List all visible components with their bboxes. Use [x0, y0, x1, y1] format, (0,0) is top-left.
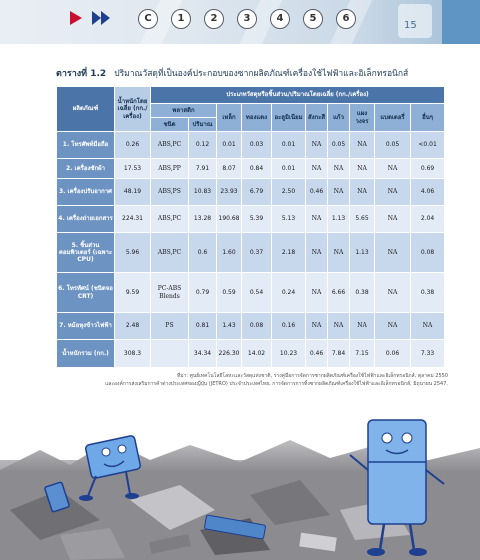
weight-value: 2.48: [115, 313, 151, 340]
table-row: [57, 179, 445, 206]
plastic-type: ABS,PC: [151, 132, 189, 159]
ewaste-illustration: [0, 400, 480, 560]
battery-value: NA: [375, 179, 411, 206]
steel-value: 1.60: [217, 233, 242, 273]
nav-chapter-5[interactable]: 5: [303, 9, 323, 29]
battery-value: NA: [375, 159, 411, 179]
fast-forward-icon-part: [101, 11, 110, 25]
other-value: NA: [411, 313, 445, 340]
product-name: 7. หม้อหุงข้าวไฟฟ้า: [57, 313, 115, 340]
header-material-group: ประเภทวัสดุหรือชิ้นส่วน/ปริมาณโดยเฉลี่ย (กก./เครื่อง): [151, 87, 445, 104]
nav-chapter-3[interactable]: 3: [237, 9, 257, 29]
header-pcb: แผงวงจร: [350, 104, 375, 132]
plastic-amount: 13.28: [189, 206, 217, 233]
aluminium-value: 5.13: [272, 206, 306, 233]
nav-chapter-c[interactable]: C: [138, 9, 158, 29]
weight-value: 9.59: [115, 273, 151, 313]
header-copper: ทองแดง: [242, 104, 272, 132]
table-row: [57, 132, 445, 159]
weight-value: 0.26: [115, 132, 151, 159]
weight-value: 224.31: [115, 206, 151, 233]
header-battery: แบตเตอรี่: [375, 104, 411, 132]
total-battery: 0.06: [375, 340, 411, 368]
glass-value: NA: [328, 233, 350, 273]
nav-chapter-2[interactable]: 2: [204, 9, 224, 29]
table-row: [57, 206, 445, 233]
play-arrow-icon[interactable]: [70, 11, 82, 25]
nav-chapter-4[interactable]: 4: [270, 9, 290, 29]
nav-chapter-1[interactable]: 1: [171, 9, 191, 29]
total-glass: 7.84: [328, 340, 350, 368]
table-row: [57, 159, 445, 179]
page-number: 15: [404, 20, 417, 31]
aluminium-value: 0.01: [272, 159, 306, 179]
source-note: [20, 373, 448, 388]
zinc-value: NA: [306, 313, 328, 340]
zinc-value: NA: [306, 132, 328, 159]
nav-chapter-6[interactable]: 6: [336, 9, 356, 29]
header-plastic-type: ชนิด: [151, 118, 189, 132]
header-plastic: พลาสติก: [151, 104, 217, 118]
pcb-value: 5.65: [350, 206, 375, 233]
zinc-value: NA: [306, 273, 328, 313]
table-row: [57, 273, 445, 313]
steel-value: 190.68: [217, 206, 242, 233]
other-value: 0.69: [411, 159, 445, 179]
product-name: 2. เครื่องซักผ้า: [57, 159, 115, 179]
glass-value: 1.13: [328, 206, 350, 233]
product-name: 5. ชิ้นส่วนคอมพิวเตอร์ (เฉพาะ CPU): [57, 233, 115, 273]
other-value: 0.38: [411, 273, 445, 313]
zinc-value: NA: [306, 206, 328, 233]
steel-value: 23.93: [217, 179, 242, 206]
total-plastic-amount: 34.34: [189, 340, 217, 368]
weight-value: 48.19: [115, 179, 151, 206]
battery-value: NA: [375, 206, 411, 233]
table-number: ตารางที่ 1.2: [56, 69, 107, 79]
header-weight: น้ำหนักโดยเฉลี่ย (กก./เครื่อง): [115, 87, 151, 132]
header-aluminium: อะลูมิเนียม: [272, 104, 306, 132]
aluminium-value: 0.16: [272, 313, 306, 340]
fast-forward-icon[interactable]: [92, 11, 101, 25]
plastic-amount: 10.83: [189, 179, 217, 206]
glass-value: NA: [328, 313, 350, 340]
table-total-row: [57, 340, 445, 368]
copper-value: 6.79: [242, 179, 272, 206]
total-pcb: 7.15: [350, 340, 375, 368]
source-line-2: และองค์การส่งเสริมการค้าต่างประเทศของญี่ปุ่น (JETRO) ประจำประเทศไทย, การจัดการการทิ้งซากผลิตภัณฑ์เครื่องใช้ไฟฟ้าและอิเล็กทรอนิกส์, มิถุนายน 2547.: [105, 380, 448, 387]
product-name: 3. เครื่องปรับอากาศ: [57, 179, 115, 206]
plastic-amount: 7.91: [189, 159, 217, 179]
battery-value: NA: [375, 233, 411, 273]
product-name: 1. โทรศัพท์มือถือ: [57, 132, 115, 159]
glass-value: 0.05: [328, 132, 350, 159]
aluminium-value: 0.24: [272, 273, 306, 313]
header-zinc: สังกะสี: [306, 104, 328, 132]
total-steel: 226.30: [217, 340, 242, 368]
copper-value: 0.54: [242, 273, 272, 313]
glass-value: 6.66: [328, 273, 350, 313]
steel-value: 0.01: [217, 132, 242, 159]
zinc-value: NA: [306, 159, 328, 179]
table-row: [57, 313, 445, 340]
copper-value: 0.84: [242, 159, 272, 179]
plastic-amount: 0.81: [189, 313, 217, 340]
glass-value: NA: [328, 179, 350, 206]
battery-value: NA: [375, 273, 411, 313]
total-weight: 308.3: [115, 340, 151, 368]
battery-value: 0.05: [375, 132, 411, 159]
total-plastic-type-empty: [151, 340, 189, 368]
copper-value: 0.37: [242, 233, 272, 273]
plastic-amount: 0.6: [189, 233, 217, 273]
header-plastic-amount: ปริมาณ: [189, 118, 217, 132]
aluminium-value: 0.01: [272, 132, 306, 159]
zinc-value: 0.46: [306, 179, 328, 206]
plastic-type: PC-ABS Blends: [151, 273, 189, 313]
plastic-type: ABS,PP: [151, 159, 189, 179]
header-product: ผลิตภัณฑ์: [57, 87, 115, 132]
other-value: <0.01: [411, 132, 445, 159]
plastic-amount: 0.12: [189, 132, 217, 159]
other-value: 4.06: [411, 179, 445, 206]
header-steel: เหล็ก: [217, 104, 242, 132]
table-title: [56, 66, 456, 80]
header-glass: แก้ว: [328, 104, 350, 132]
steel-value: 1.43: [217, 313, 242, 340]
pcb-value: NA: [350, 179, 375, 206]
pcb-value: 1.13: [350, 233, 375, 273]
plastic-type: ABS,PC: [151, 233, 189, 273]
material-composition-table: [56, 86, 445, 368]
pcb-value: NA: [350, 313, 375, 340]
weight-value: 5.96: [115, 233, 151, 273]
pcb-value: NA: [350, 132, 375, 159]
header-other: อื่นๆ: [411, 104, 445, 132]
zinc-value: NA: [306, 233, 328, 273]
total-label: น้ำหนักรวม (กก.): [57, 340, 115, 368]
other-value: 2.04: [411, 206, 445, 233]
table-row: [57, 233, 445, 273]
product-name: 4. เครื่องถ่ายเอกสาร: [57, 206, 115, 233]
total-zinc: 0.46: [306, 340, 328, 368]
copper-value: 0.03: [242, 132, 272, 159]
plastic-type: PS: [151, 313, 189, 340]
steel-value: 0.59: [217, 273, 242, 313]
weight-value: 17.53: [115, 159, 151, 179]
plastic-type: ABS,PC: [151, 206, 189, 233]
battery-value: NA: [375, 313, 411, 340]
pcb-value: 0.38: [350, 273, 375, 313]
table-title-text: ปริมาณวัสดุที่เป็นองค์ประกอบของซากผลิตภัณฑ์เครื่องใช้ไฟฟ้าและอิเล็กทรอนิกส์: [114, 69, 409, 79]
glass-value: NA: [328, 159, 350, 179]
steel-value: 8.07: [217, 159, 242, 179]
total-other: 7.33: [411, 340, 445, 368]
total-copper: 14.02: [242, 340, 272, 368]
source-line-1: ที่มา: ศูนย์เทคโนโลยีโลหะและวัสดุแห่งชาติ, ร่างคู่มือการจัดการซากผลิตภัณฑ์เครื่องใช้ไฟฟ้าและอิเล็กทรอนิกส์, ตุลาคม 2550: [176, 373, 448, 379]
pcb-value: NA: [350, 159, 375, 179]
page-corner-accent: [442, 0, 480, 44]
copper-value: 0.08: [242, 313, 272, 340]
copper-value: 5.39: [242, 206, 272, 233]
other-value: 0.08: [411, 233, 445, 273]
plastic-amount: 0.79: [189, 273, 217, 313]
product-name: 6. โทรทัศน์ (ชนิดจอ CRT): [57, 273, 115, 313]
aluminium-value: 2.50: [272, 179, 306, 206]
plastic-type: ABS,PS: [151, 179, 189, 206]
aluminium-value: 2.18: [272, 233, 306, 273]
total-aluminium: 10.23: [272, 340, 306, 368]
